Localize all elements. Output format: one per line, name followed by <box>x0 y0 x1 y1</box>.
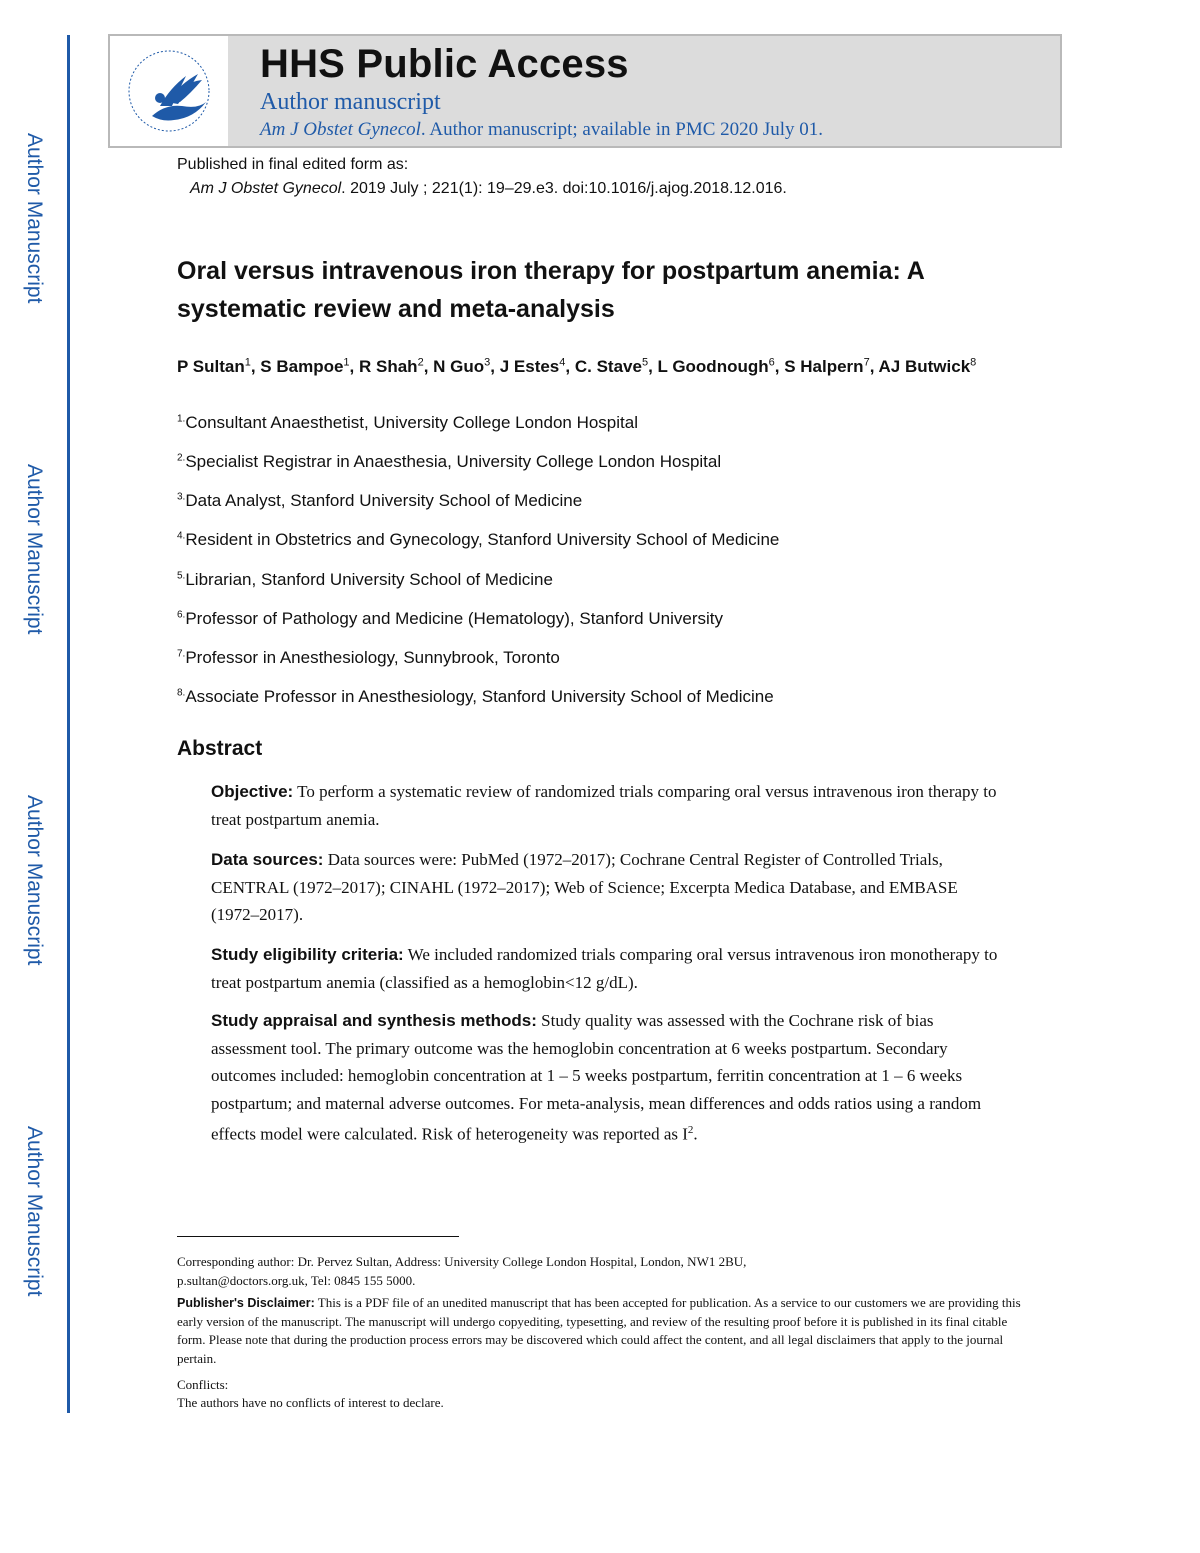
author: R Shah$^2$, <box>359 356 434 376</box>
author: C. Stave$^5$, <box>574 356 658 376</box>
corresponding-author-note: Corresponding author: Dr. Pervez Sultan, Address: University College London Hospital, London, NW1 2BU, p.sultan@doctors.org.uk, Tel: 0845 155 5000. <box>177 1254 747 1288</box>
author: S Bampoe$^1$, <box>260 356 359 376</box>
affiliation: $^{4.}$Resident in Obstetrics and Gynecology, Stanford University School of Medicine <box>177 530 780 549</box>
published-label: Published in final edited form as: <box>177 156 409 173</box>
availability-line: Am J Obstet Gynecol. Author manuscript; available in PMC 2020 July 01. <box>260 119 824 140</box>
abstract-heading: Abstract <box>177 737 263 760</box>
abstract-objective: Objective: To perform a systematic review of randomized trials comparing oral versus intravenous iron therapy to treat postpartum anemia. <box>211 782 997 829</box>
author: L Goodnough$^6$, <box>657 356 785 376</box>
hhs-header <box>108 34 1062 148</box>
author: AJ Butwick$^8$ <box>878 356 977 376</box>
author: J Estes$^4$, <box>499 356 575 376</box>
hhs-title: HHS Public Access <box>260 42 629 86</box>
hhs-eagle-icon <box>110 36 228 146</box>
margin-rule <box>67 35 70 1413</box>
journal-name: Am J Obstet Gynecol <box>260 119 421 140</box>
affiliation: $^{8.}$Associate Professor in Anesthesiology, Stanford University School of Medicine <box>177 687 774 706</box>
author-manuscript-label: Author manuscript <box>260 89 441 115</box>
hhs-logo <box>110 36 230 146</box>
journal-name: Am J Obstet Gynecol <box>190 180 342 197</box>
affiliation: $^{3.}$Data Analyst, Stanford University School of Medicine <box>177 491 583 510</box>
abstract-data-sources: Data sources: Data sources were: PubMed (1972–2017); Cochrane Central Register of Controlled Trials, CENTRAL (1972–2017); CINAHL (1972–2017); Web of Science; Excerpta Medica Database, and EMBASE (1972–2017). <box>211 850 958 924</box>
footnote-rule <box>177 1236 459 1237</box>
affiliation: $^{5.}$Librarian, Stanford University School of Medicine <box>177 570 553 589</box>
affiliation: $^{6.}$Professor of Pathology and Medicine (Hematology), Stanford University <box>177 609 723 628</box>
affiliation: $^{2.}$Specialist Registrar in Anaesthesia, University College London Hospital <box>177 452 722 471</box>
header-main <box>228 36 1060 146</box>
affiliation: $^{1.}$Consultant Anaesthetist, University College London Hospital <box>177 413 638 432</box>
author: N Guo$^3$, <box>433 356 500 376</box>
conflicts-label: Conflicts: <box>177 1377 229 1392</box>
publisher-disclaimer: Publisher's Disclaimer: This is a PDF file of an unedited manuscript that has been accepted for publication. As a service to our customers we are providing this early version of the manuscript. The manuscript will undergo copyediting, typesetting, and review of the resulting proof before it is published in its final citable form. Please note that during the production process errors may be discovered which could affect the content, and all legal disclaimers that apply to the journal pertain. <box>177 1295 1021 1366</box>
author: P Sultan$^1$, <box>177 356 261 376</box>
citation: Am J Obstet Gynecol. 2019 July ; 221(1): 19–29.e3. doi:10.1016/j.ajog.2018.12.016. <box>190 180 787 197</box>
conflicts-text: The authors have no conflicts of interest to declare. <box>177 1395 444 1410</box>
author: S Halpern$^7$, <box>784 356 879 376</box>
author-list <box>177 348 1037 381</box>
affiliation: $^{7.}$Professor in Anesthesiology, Sunnybrook, Toronto <box>177 648 560 667</box>
article-title: Oral versus intravenous iron therapy for postpartum anemia: A systematic review and meta-analysis <box>177 257 924 323</box>
abstract-methods: Study appraisal and synthesis methods: Study quality was assessed with the Cochrane risk of bias assessment tool. The primary outcome was the hemoglobin concentration at 6 weeks postpartum. Secondary outcomes included: hemoglobin concentration at 1 – 5 weeks postpartum, ferritin concentration at 1 – 6 weeks postpartum; and maternal adverse outcomes. For meta-analysis, mean differences and odds ratios using a random effects model were calculated. Risk of heterogeneity was reported as $I^2$. <box>211 1011 982 1144</box>
abstract-eligibility: Study eligibility criteria: We included randomized trials comparing oral versus intravenous iron monotherapy to treat postpartum anemia (classified as a hemoglobin<12 g/dL). <box>211 945 998 992</box>
